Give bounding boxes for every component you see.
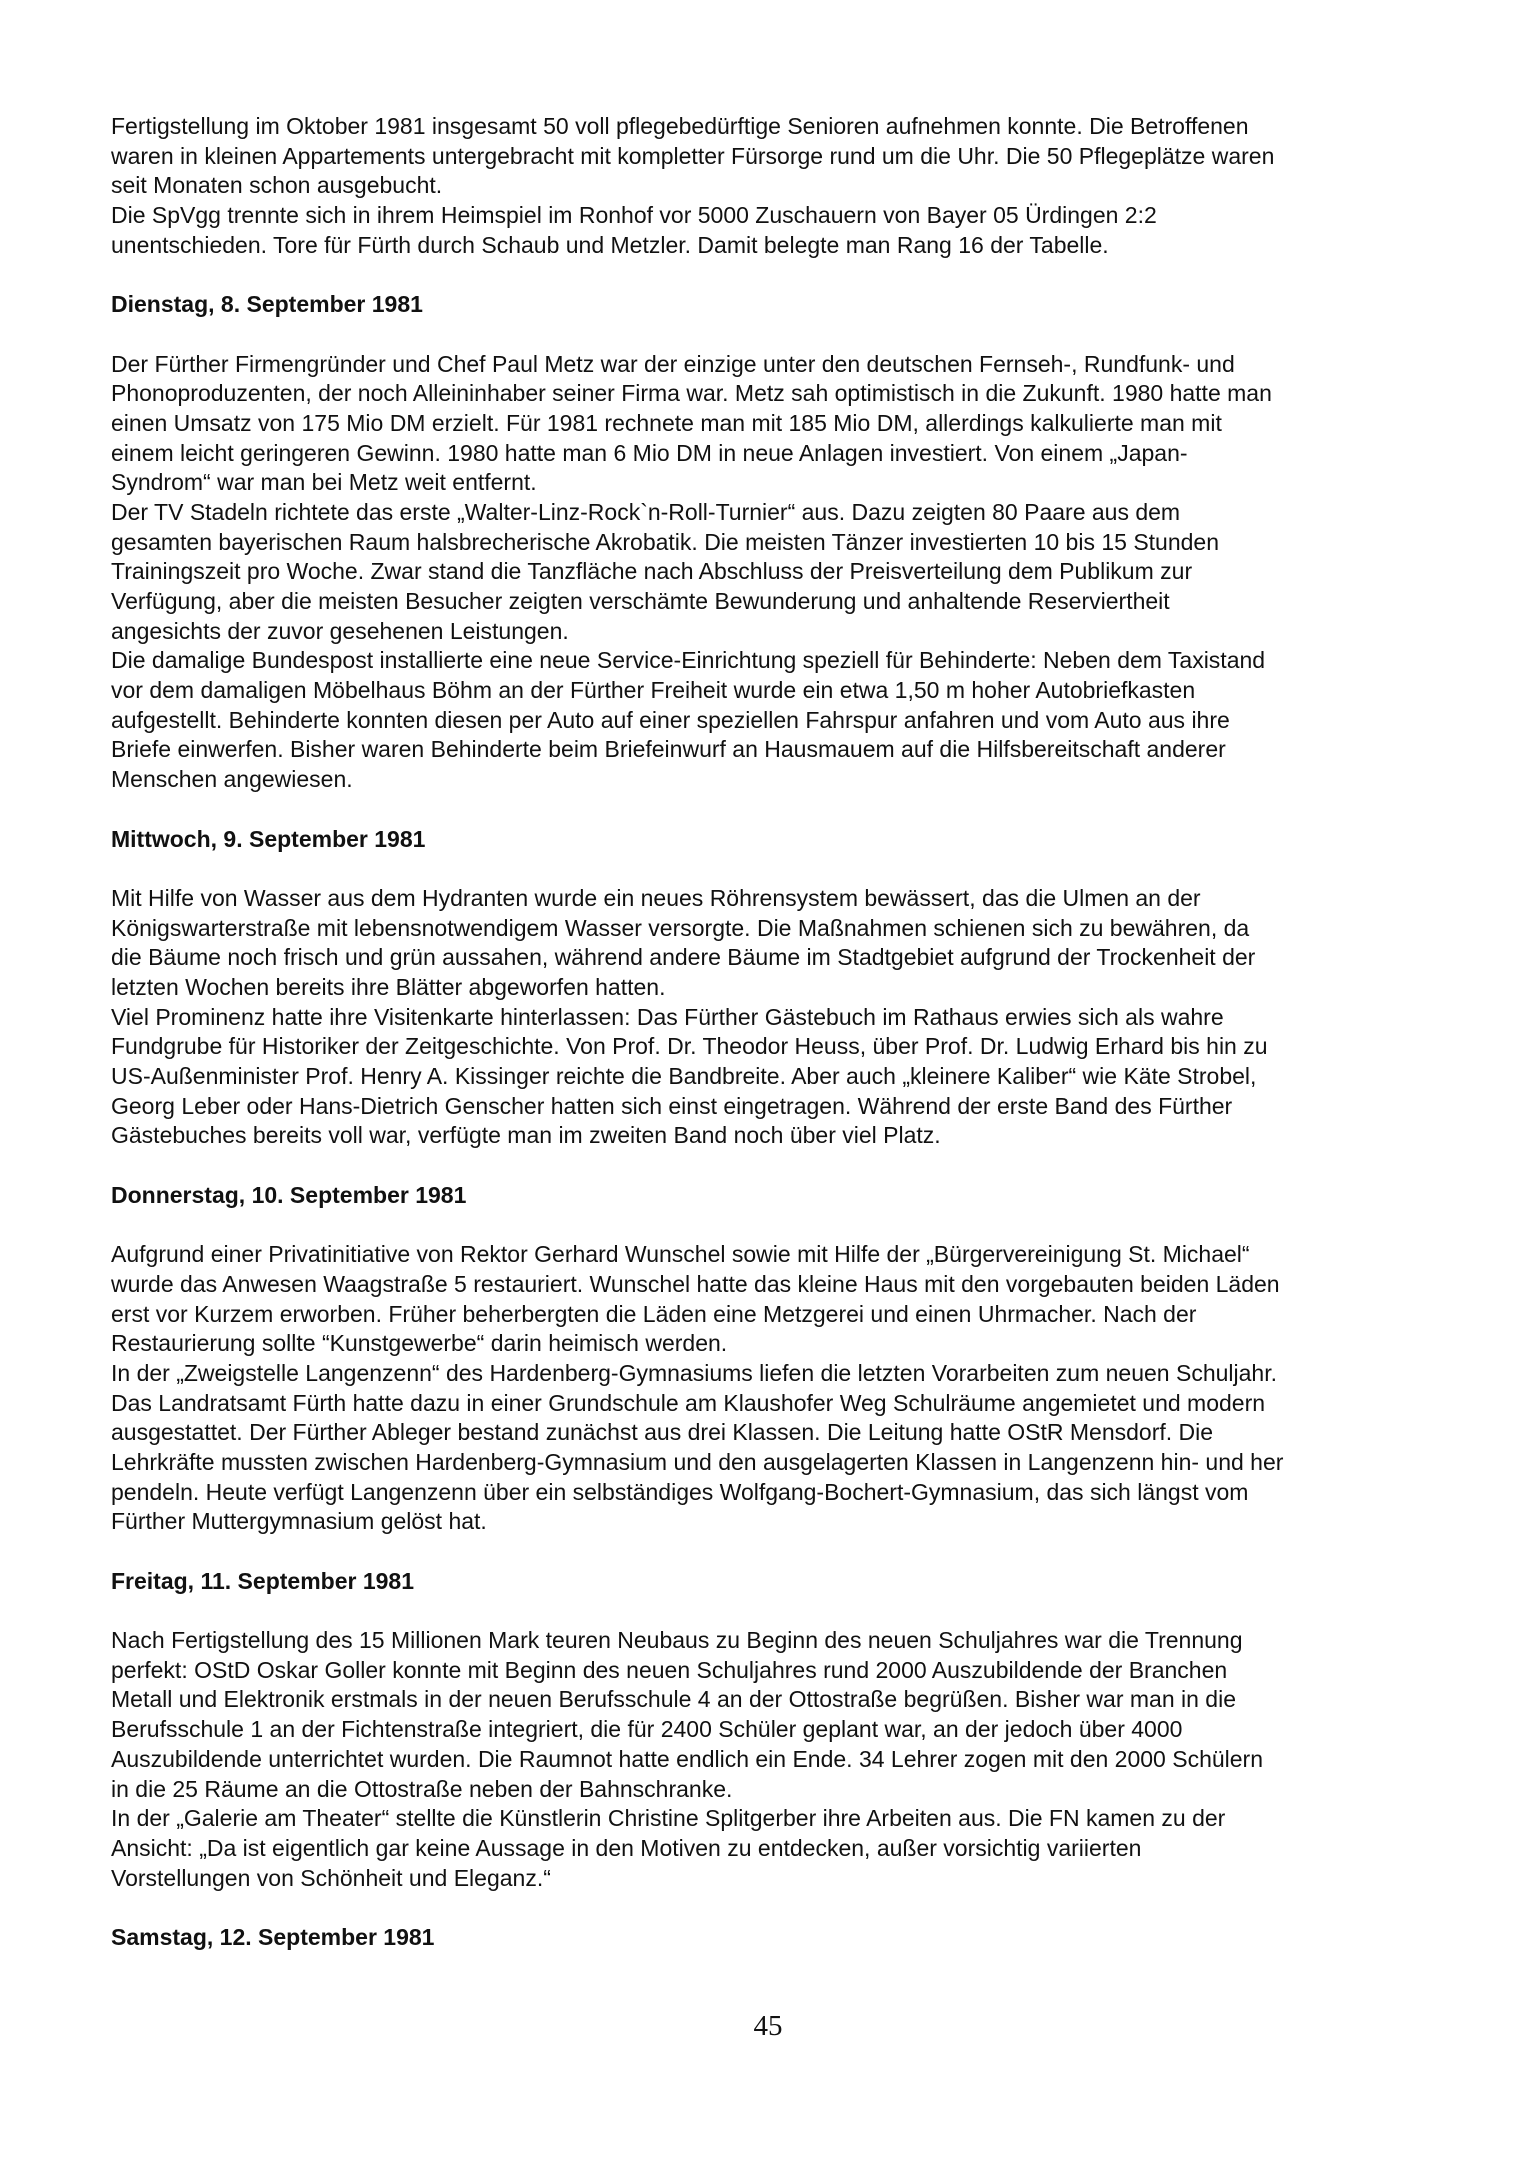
text-line: Fürther Muttergymnasium gelöst hat. xyxy=(111,1508,487,1535)
text-line: Das Landratsamt Fürth hatte dazu in einer Grundschule am Klaushofer Weg Schulräume angemietet und modern xyxy=(111,1389,1266,1416)
text-line: angesichts der zuvor gesehenen Leistungen. xyxy=(111,617,569,644)
paragraph xyxy=(111,1240,1471,1359)
text-line: Der TV Stadeln richtete das erste „Walter-Linz-Rock`n-Roll-Turnier“ aus. Dazu zeigten 80 Paare aus dem xyxy=(111,498,1181,525)
text-line: Syndrom“ war man bei Metz weit entfernt. xyxy=(111,469,537,496)
paragraph xyxy=(111,1804,1471,1893)
text-line: letzten Wochen bereits ihre Blätter abgeworfen hatten. xyxy=(111,973,666,1000)
day-section-3 xyxy=(111,825,1471,1152)
text-line: aufgestellt. Behinderte konnten diesen per Auto auf einer speziellen Fahrspur anfahren und vom Auto aus ihre xyxy=(111,706,1230,733)
document-page xyxy=(111,112,1471,1953)
text-line: Metall und Elektronik erstmals in der neuen Berufsschule 4 an der Ottostraße begrüßen. Bisher war man in die xyxy=(111,1686,1237,1713)
spacer xyxy=(111,1210,1471,1240)
text-line: US-Außenminister Prof. Henry A. Kissinger reichte die Bandbreite. Aber auch „kleinere Kaliber“ wie Käte Strobel, xyxy=(111,1063,1257,1089)
text-line: Auszubildende unterrichtet wurden. Die Raumnot hatte endlich ein Ende. 34 Lehrer zogen mit den 2000 Schülern xyxy=(111,1745,1264,1772)
spacer xyxy=(111,1151,1471,1181)
section-heading: Freitag, 11. September 1981 xyxy=(111,1567,414,1594)
text-line: einen Umsatz von 175 Mio DM erzielt. Für 1981 rechnete man mit 185 Mio DM, allerdings kalkulierte man mit xyxy=(111,409,1222,436)
section-heading: Mittwoch, 9. September 1981 xyxy=(111,825,426,852)
spacer xyxy=(111,1893,1471,1923)
text-line: seit Monaten schon ausgebucht. xyxy=(111,172,443,199)
text-line: erst vor Kurzem erworben. Früher beherbergten die Läden eine Metzgerei und einen Uhrmacher. Nach der xyxy=(111,1300,1197,1327)
text-line: in die 25 Räume an die Ottostraße neben der Bahnschranke. xyxy=(111,1775,733,1802)
paragraph xyxy=(111,1626,1471,1804)
spacer xyxy=(111,795,1471,825)
text-line: Lehrkräfte mussten zwischen Hardenberg-Gymnasium und den ausgelagerten Klassen in Langenzenn hin- und her xyxy=(111,1448,1284,1475)
text-line: Menschen angewiesen. xyxy=(111,766,353,793)
text-line: Viel Prominenz hatte ihre Visitenkarte hinterlassen: Das Fürther Gästebuch im Rathaus erwies sich als wahre xyxy=(111,1003,1224,1030)
text-line: In der „Galerie am Theater“ stellte die Künstlerin Christine Splitgerber ihre Arbeiten aus. Die FN kamen zu der xyxy=(111,1805,1226,1832)
page-number: 45 xyxy=(753,2010,783,2042)
text-line: Die damalige Bundespost installierte eine neue Service-Einrichtung speziell für Behinderte: Neben dem Taxistand xyxy=(111,647,1266,674)
spacer xyxy=(111,1537,1471,1567)
text-line: die Bäume noch frisch und grün aussahen, während andere Bäume im Stadtgebiet aufgrund der Trockenheit der xyxy=(111,944,1256,971)
section-heading: Dienstag, 8. September 1981 xyxy=(111,291,423,318)
paragraph xyxy=(111,350,1471,498)
paragraph xyxy=(111,1003,1471,1151)
text-line: Fundgrube für Historiker der Zeitgeschichte. Von Prof. Dr. Theodor Heuss, über Prof. Dr. Ludwig Erhard bis hin zu xyxy=(111,1033,1268,1060)
text-line: In der „Zweigstelle Langenzenn“ des Hardenberg-Gymnasiums liefen die letzten Vorarbeiten zum neuen Schuljahr. xyxy=(111,1359,1277,1386)
day-section-2 xyxy=(111,290,1471,795)
text-line: unentschieden. Tore für Fürth durch Schaub und Metzler. Damit belegte man Rang 16 der Tabelle. xyxy=(111,231,1109,258)
text-line: perfekt: OStD Oskar Goller konnte mit Beginn des neuen Schuljahres rund 2000 Auszubildende der Branchen xyxy=(111,1656,1228,1683)
text-line: Aufgrund einer Privatinitiative von Rektor Gerhard Wunschel sowie mit Hilfe der „Bürgervereinigung St. Michael“ xyxy=(111,1241,1250,1268)
text-line: wurde das Anwesen Waagstraße 5 restauriert. Wunschel hatte das kleine Haus mit den vorgebauten beiden Läden xyxy=(111,1270,1280,1297)
text-line: vor dem damaligen Möbelhaus Böhm an der Fürther Freiheit wurde ein etwa 1,50 m hoher Autobriefkasten xyxy=(111,677,1196,704)
day-section-6 xyxy=(111,1923,1471,1953)
paragraph xyxy=(111,884,1471,1003)
text-line: Briefe einwerfen. Bisher waren Behinderte beim Briefeinwurf an Hausmauem auf die Hilfsbereitschaft anderer xyxy=(111,736,1226,763)
text-line: einem leicht geringeren Gewinn. 1980 hatte man 6 Mio DM in neue Anlagen investiert. Von einem „Japan- xyxy=(111,439,1188,466)
section-heading: Donnerstag, 10. September 1981 xyxy=(111,1181,467,1208)
text-line: Gästebuches bereits voll war, verfügte man im zweiten Band noch über viel Platz. xyxy=(111,1122,941,1149)
text-line: Nach Fertigstellung des 15 Millionen Mark teuren Neubaus zu Beginn des neuen Schuljahres war die Trennung xyxy=(111,1627,1243,1654)
text-line: Fertigstellung im Oktober 1981 insgesamt 50 voll pflegebedürftige Senioren aufnehmen konnte. Die Betroffenen xyxy=(111,113,1249,139)
spacer xyxy=(111,1596,1471,1626)
text-line: Mit Hilfe von Wasser aus dem Hydranten wurde ein neues Röhrensystem bewässert, das die Ulmen an der xyxy=(111,884,1201,911)
spacer xyxy=(111,260,1471,290)
text-line: waren in kleinen Appartements untergebracht mit kompletter Fürsorge rund um die Uhr. Die 50 Pflegeplätze waren xyxy=(111,142,1275,169)
paragraph xyxy=(111,498,1471,646)
text-line: ausgestattet. Der Fürther Ableger bestand zunächst aus drei Klassen. Die Leitung hatte OStR Mensdorf. Die xyxy=(111,1419,1214,1446)
text-line: Restaurierung sollte “Kunstgewerbe“ darin heimisch werden. xyxy=(111,1330,728,1357)
spacer xyxy=(111,320,1471,350)
text-line: Die SpVgg trennte sich in ihrem Heimspiel im Ronhof vor 5000 Zuschauern von Bayer 05 Ürdingen 2:2 xyxy=(111,202,1157,229)
text-line: Berufsschule 1 an der Fichtenstraße integriert, die für 2400 Schüler geplant war, an der jedoch über 4000 xyxy=(111,1716,1183,1743)
text-line: Königswarterstraße mit lebensnotwendigem Wasser versorgte. Die Maßnahmen schienen sich zu bewähren, da xyxy=(111,914,1250,941)
paragraph xyxy=(111,646,1471,794)
intro-section xyxy=(111,112,1471,260)
text-line: Ansicht: „Da ist eigentlich gar keine Aussage in den Motiven zu entdecken, außer vorsichtig variierten xyxy=(111,1834,1142,1861)
day-section-5 xyxy=(111,1567,1471,1894)
text-line: Vorstellungen von Schönheit und Eleganz.“ xyxy=(111,1864,551,1891)
section-heading: Samstag, 12. September 1981 xyxy=(111,1923,435,1950)
paragraph xyxy=(111,201,1471,260)
paragraph xyxy=(111,1359,1471,1537)
text-line: Phonoproduzenten, der noch Alleininhaber seiner Firma war. Metz sah optimistisch in die Zukunft. 1980 hatte man xyxy=(111,380,1272,407)
paragraph xyxy=(111,112,1471,201)
text-line: Der Fürther Firmengründer und Chef Paul Metz war der einzige unter den deutschen Fernseh-, Rundfunk- und xyxy=(111,350,1235,377)
text-line: Georg Leber oder Hans-Dietrich Genscher hatten sich einst eingetragen. Während der erste Band des Fürther xyxy=(111,1092,1233,1119)
day-section-4 xyxy=(111,1181,1471,1537)
text-line: Trainingszeit pro Woche. Zwar stand die Tanzfläche nach Abschluss der Preisverteilung dem Publikum zur xyxy=(111,558,1193,585)
spacer xyxy=(111,854,1471,884)
text-line: Verfügung, aber die meisten Besucher zeigten verschämte Bewunderung und anhaltende Reserviertheit xyxy=(111,588,1170,614)
text-line: gesamten bayerischen Raum halsbrecherische Akrobatik. Die meisten Tänzer investierten 10 bis 15 Stunden xyxy=(111,528,1220,555)
text-line: pendeln. Heute verfügt Langenzenn über ein selbständiges Wolfgang-Bochert-Gymnasium, das sich längst vom xyxy=(111,1478,1249,1505)
